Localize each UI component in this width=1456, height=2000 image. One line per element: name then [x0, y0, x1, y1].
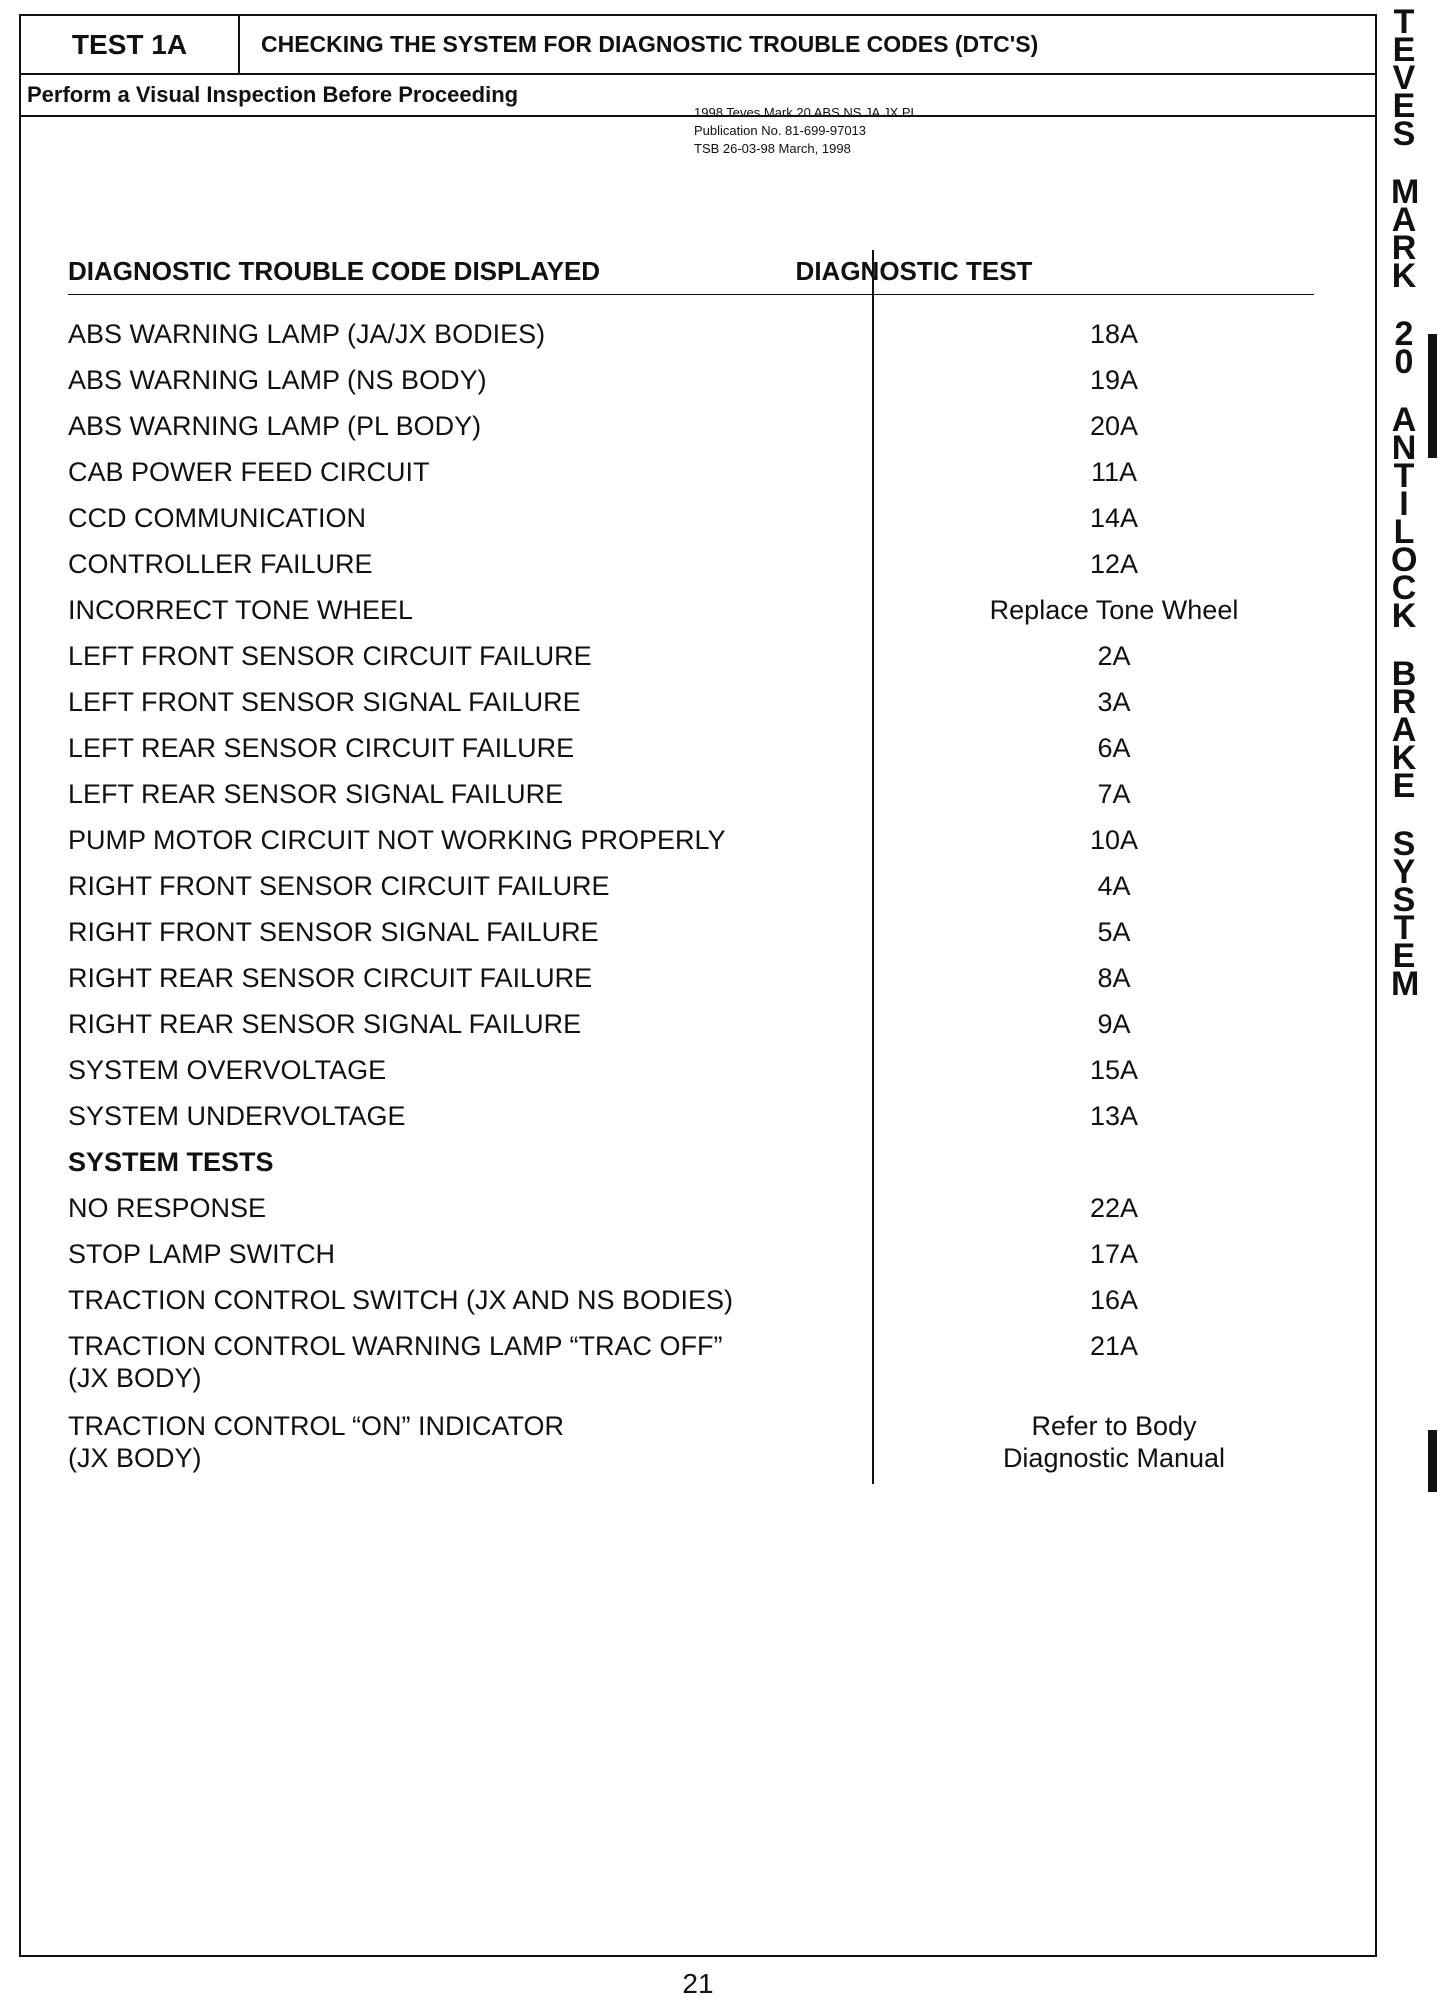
publication-info: [694, 104, 918, 158]
dtc-description: TRACTION CONTROL “ON” INDICATOR (JX BODY): [68, 1411, 564, 1473]
side-title-word: MARK: [1391, 173, 1420, 295]
diagnostic-test: 17A: [1089, 1239, 1139, 1269]
dtc-description: LEFT REAR SENSOR CIRCUIT FAILURE: [68, 733, 575, 763]
test-label: TEST 1A: [21, 16, 240, 73]
table-row: [68, 1008, 1328, 1054]
diagnostic-test: 19A: [1089, 365, 1139, 395]
table-row: [68, 410, 1328, 456]
page-subtitle: Perform a Visual Inspection Before Proceeding: [27, 82, 519, 107]
page-number: 21: [682, 1968, 714, 1999]
dtc-description: TRACTION CONTROL WARNING LAMP “TRAC OFF” (JX BODY): [68, 1331, 723, 1393]
side-title-word: BRAKE: [1391, 655, 1417, 805]
table-row: [68, 640, 1328, 686]
table-row: [68, 1330, 1328, 1410]
publication-line: 1998 Teves Mark 20 ABS NS JA JX PL: [694, 105, 918, 120]
dtc-description: LEFT FRONT SENSOR CIRCUIT FAILURE: [68, 641, 592, 671]
dtc-description: NO RESPONSE: [68, 1193, 267, 1223]
dtc-description: PUMP MOTOR CIRCUIT NOT WORKING PROPERLY: [68, 825, 726, 855]
dtc-description: LEFT FRONT SENSOR SIGNAL FAILURE: [68, 687, 581, 717]
diagnostic-test: 8A: [1097, 963, 1131, 993]
table-row: [68, 686, 1328, 732]
dtc-description: SYSTEM TESTS: [68, 1147, 274, 1177]
dtc-description: SYSTEM UNDERVOLTAGE: [68, 1101, 406, 1131]
side-title-word: TEVES: [1392, 3, 1416, 153]
table-row: [68, 318, 1328, 364]
diagnostic-test: 14A: [1089, 503, 1139, 533]
table-row: [68, 1054, 1328, 1100]
diagnostic-test: 6A: [1097, 733, 1131, 763]
table-row: [68, 1284, 1328, 1330]
table-row: [68, 778, 1328, 824]
table-row: [68, 870, 1328, 916]
header-rule: [68, 294, 1314, 295]
table-row: [68, 502, 1328, 548]
table-row: [68, 364, 1328, 410]
header-row: [21, 16, 1375, 75]
table-row: [68, 1238, 1328, 1284]
dtc-description: TRACTION CONTROL SWITCH (JX AND NS BODIES): [68, 1285, 734, 1315]
dtc-description: RIGHT FRONT SENSOR SIGNAL FAILURE: [68, 917, 599, 947]
diagnostic-test: 11A: [1090, 457, 1138, 487]
diagnostic-test: 18A: [1089, 319, 1139, 349]
dtc-description: RIGHT FRONT SENSOR CIRCUIT FAILURE: [68, 871, 610, 901]
table-row: [68, 548, 1328, 594]
table-row: [68, 1100, 1328, 1146]
side-title: [1384, 3, 1424, 1003]
table-row: [68, 732, 1328, 778]
side-title-word: ANTILOCK: [1391, 401, 1418, 635]
table-row: [68, 916, 1328, 962]
dtc-description: CONTROLLER FAILURE: [68, 549, 373, 579]
dtc-description: ABS WARNING LAMP (JA/JX BODIES): [68, 319, 546, 349]
diagnostic-test: 13A: [1089, 1101, 1139, 1131]
side-title-word: SYSTEM: [1391, 825, 1420, 1003]
diagnostic-test: Replace Tone Wheel: [989, 595, 1239, 625]
dtc-description: STOP LAMP SWITCH: [68, 1239, 336, 1269]
dtc-description: ABS WARNING LAMP (NS BODY): [68, 365, 487, 395]
publication-line: Publication No. 81-699-97013: [694, 123, 867, 138]
diagnostic-test: 2A: [1097, 641, 1131, 671]
table-row: [68, 456, 1328, 502]
dtc-description: RIGHT REAR SENSOR SIGNAL FAILURE: [68, 1009, 582, 1039]
table-row: [68, 1192, 1328, 1238]
table-row: [68, 962, 1328, 1008]
dtc-description: ABS WARNING LAMP (PL BODY): [68, 411, 482, 441]
section-tab-marker: [1428, 1430, 1437, 1492]
diagnostic-test: Refer to Body Diagnostic Manual: [1002, 1411, 1226, 1473]
dtc-description: INCORRECT TONE WHEEL: [68, 595, 414, 625]
dtc-description: CAB POWER FEED CIRCUIT: [68, 457, 430, 487]
table-row: [68, 1410, 1328, 1490]
publication-line: TSB 26-03-98 March, 1998: [694, 141, 851, 156]
table-row: [68, 594, 1328, 640]
diagnostic-test: 3A: [1097, 687, 1131, 717]
diagnostic-test: 16A: [1089, 1285, 1139, 1315]
diagnostic-test: 21A: [1089, 1331, 1139, 1361]
diagnostic-test: 4A: [1097, 871, 1131, 901]
diagnostic-test: 22A: [1089, 1193, 1139, 1223]
diagnostic-test: 15A: [1089, 1055, 1139, 1085]
section-tab-marker: [1428, 334, 1437, 458]
diagnostic-test: 5A: [1097, 917, 1131, 947]
diagnostic-test: 9A: [1097, 1009, 1131, 1039]
diagnostic-test: 20A: [1089, 411, 1139, 441]
diagnostic-test: 10A: [1089, 825, 1139, 855]
dtc-description: LEFT REAR SENSOR SIGNAL FAILURE: [68, 779, 564, 809]
page-title: CHECKING THE SYSTEM FOR DIAGNOSTIC TROUBLE CODES (DTC'S): [261, 31, 1039, 57]
column-header-test: DIAGNOSTIC TEST: [795, 256, 1033, 286]
dtc-description: RIGHT REAR SENSOR CIRCUIT FAILURE: [68, 963, 593, 993]
table-row: [68, 824, 1328, 870]
side-title-word: 20: [1394, 315, 1414, 381]
column-header-code: DIAGNOSTIC TROUBLE CODE DISPLAYED: [68, 256, 601, 286]
table-section-row: [68, 1146, 1328, 1192]
diagnostic-test: 7A: [1097, 779, 1131, 809]
diagnostic-test: 12A: [1089, 549, 1139, 579]
dtc-description: SYSTEM OVERVOLTAGE: [68, 1055, 387, 1085]
dtc-description: CCD COMMUNICATION: [68, 503, 366, 533]
dtc-table: [68, 318, 1328, 1490]
